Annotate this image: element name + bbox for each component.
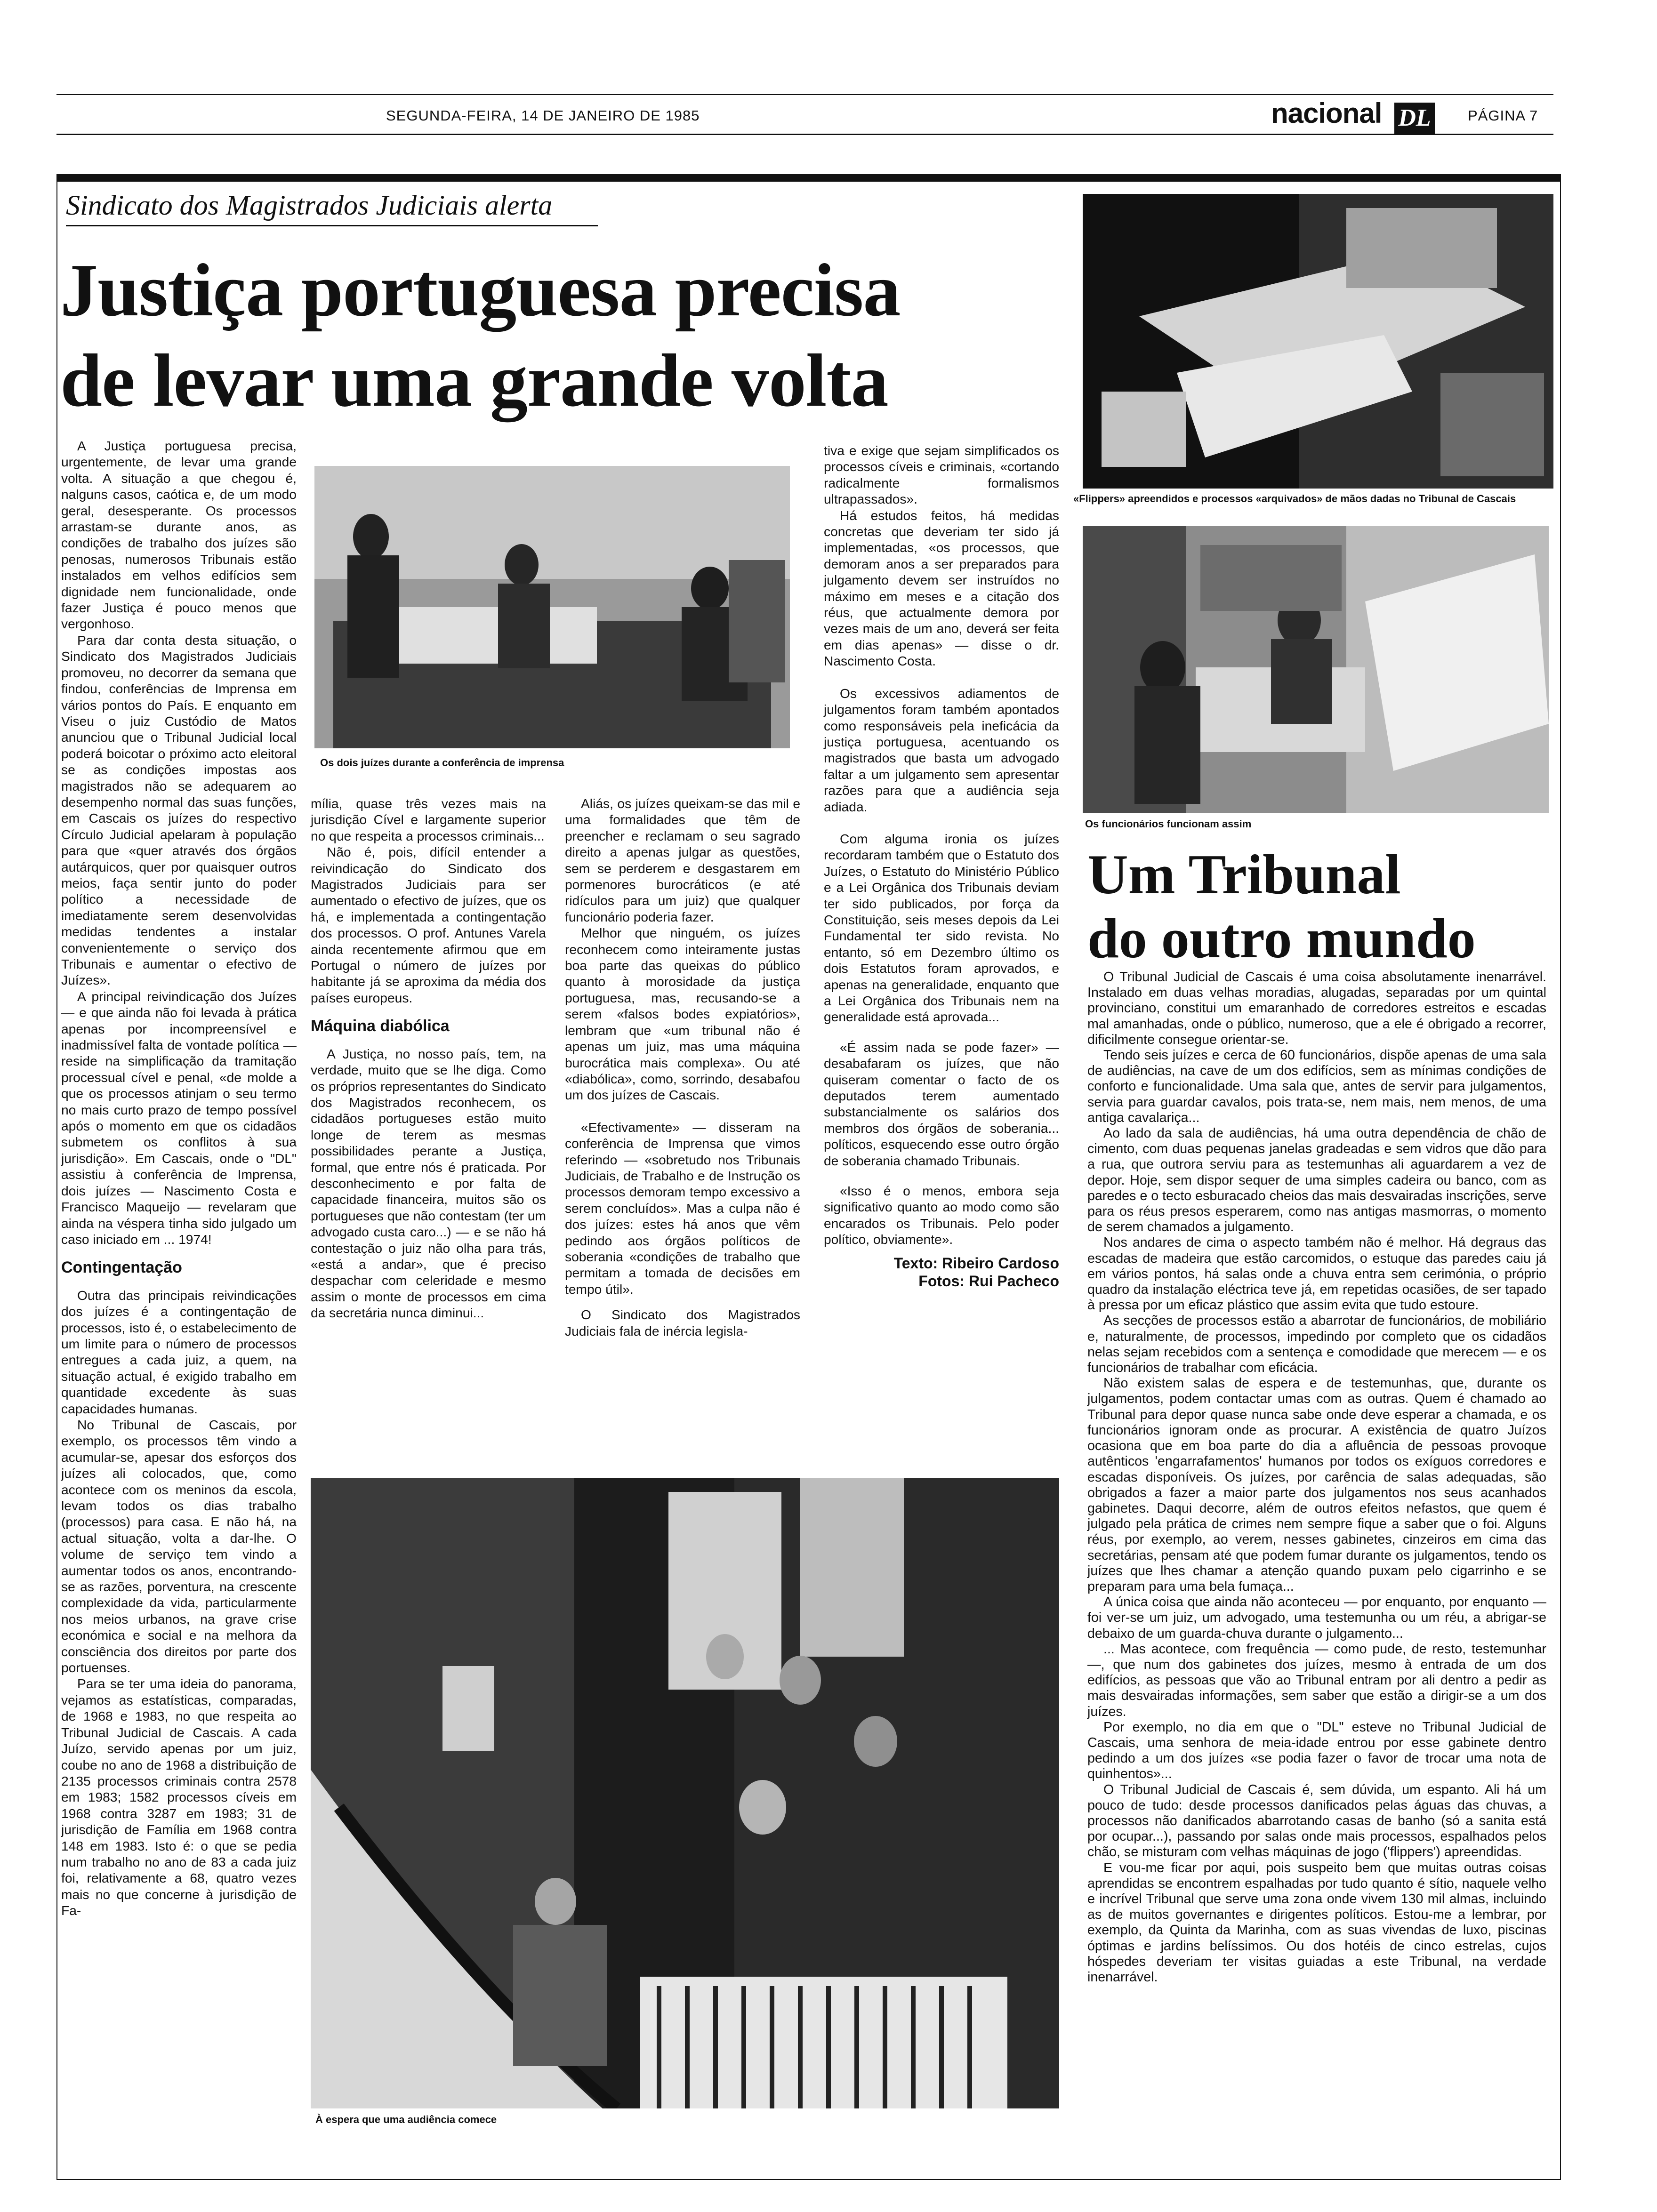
header-top-rule: [56, 94, 1553, 95]
photo-staircase-waiting: [311, 1478, 1059, 2108]
article-top-bar: [56, 175, 1561, 182]
subhead-maquina-diabolica: Máquina diabólica: [311, 1017, 450, 1035]
caption-photo-4: Os funcionários funcionam assim: [1085, 818, 1252, 830]
sidebar-headline-line-1: Um Tribunal: [1087, 843, 1401, 906]
article-kicker: Sindicato dos Magistrados Judiciais alerta: [66, 190, 553, 221]
paragraph: ... Mas acontece, com frequência — como pude, de resto, testemunhar —, que num dos gabinetes dos juízes, mesmo à entrada de um dos edifícios, as pessoas que vão ao Tribunal entram por ali dentro a pedir as mais desvairadas informações, sem saber que estão a dirigir-se a um dos juízes.: [1087, 1641, 1546, 1719]
paragraph: Para se ter uma ideia do panorama, vejamos as estatísticas, comparadas, de 1968 e 1983, no que respeita ao Tribunal Judicial de Cascais. A cada Juízo, servido apenas por um juiz, coube no ano de 1968 a distribuição de 2135 processos criminais contra 2578 em 1983; 1582 processos cíveis em 1968 contra 3287 em 1983; 31 de jurisdição de Família em 1968 contra 148 em 1983. Isto é: o que se pedia num trabalho no ano de 83 a cada juiz foi, relativamente a 68, quatro vezes mais no que concerne à jurisdição de Fa-: [61, 1676, 297, 1918]
staircase-image: [311, 1478, 1059, 2108]
article-column-1: [61, 438, 297, 2156]
paragraph: Nos andares de cima o aspecto também não é melhor. Há degraus das escadas de madeira que estão carcomidos, o estuque das paredes caiu já em vários pontos, há salas onde a chuva entra sem cerimónia, o próprio quadro da instalação eléctrica teve já, em repetidas ocasiões, de ser tapado à pressa por um eficaz plástico que assim evita que tudo estoure.: [1087, 1235, 1546, 1313]
dl-logo: DL: [1394, 103, 1435, 134]
caption-photo-1: Os dois juízes durante a conferência de imprensa: [320, 757, 564, 769]
paragraph: E vou-me ficar por aqui, pois suspeito bem que muitas outras coisas aprendidas se encontrem espalhadas por tudo quanto é sítio, naquele velho e incrível Tribunal que serve uma zona onde vivem 130 mil almas, incluindo as de muitos governantes e dirigentes políticos. Estou-me a lembrar, por exemplo, da Quinta da Marinha, com as suas vivendas de luxo, piscinas óptimas e jardins belíssimos. Ou dos hotéis de cinco estrelas, cujos hóspedes deveriam ter visitas guiadas a este Tribunal, na verdade inenarrável.: [1087, 1860, 1546, 1985]
article-headline: [60, 245, 1072, 425]
paragraph: As secções de processos estão a abarrotar de funcionários, de mobiliário e, naturalmente, de processos, impedindo por completo que os cidadãos nelas sejam recebidos com a sentença e comodidade que merecem — e os funcionários de trabalhar com eficácia.: [1087, 1313, 1546, 1376]
subhead-contingentacao: Contingentação: [61, 1258, 182, 1277]
caption-photo-2: À espera que uma audiência comece: [315, 2114, 497, 2125]
paragraph: No Tribunal de Cascais, por exemplo, os processos têm vindo a acumular-se, apesar dos esforços dos juízes ali colocados, que, como acontece com os meninos da escola, levam todos os dias trabalho (processos) para casa. E não há, na actual situação, volta a dar-lhe. O volume de serviço tem vindo a aumentar todos os anos, encontrando-se as razões, porventura, na crescente complexidade da vida, particularmente nos meios urbanos, na grave crise económica e social e na melhora da consciência dos direitos por parte dos portuenses.: [61, 1417, 297, 1675]
page-number: PÁGINA 7: [1468, 107, 1538, 124]
paragraph: Não existem salas de espera e de testemunhas, que, durante os julgamentos, podem contactar umas com as outras. Quem é chamado ao Tribunal para depor quase nunca sabe onde deve esperar a chamada, e os funcionários ignoram onde as procurar. A existência de quatro Juízos ocasiona que em boa parte do dia a afluência de pessoas provoque autênticos 'engarrafamentos' humanos por todos os exíguos corredores e escadas disponíveis. Os juízes, por carência de salas adequadas, são obrigados a fazer a maior parte dos julgamentos nos seus acanhados gabinetes. Daqui decorre, além de outros efeitos nefastos, que quem é julgado pela prática de crimes nem sempre fique a saber que o foi. Alguns réus, por exemplo, ao verem, nesses gabinetes, cinzeiros em cima das secretárias, pensam até que podem fumar durante os julgamentos, tendo os juízes que lhes chamar a atenção quando puxam pelo cigarrinho e se preparam para uma bela fumaça...: [1087, 1376, 1546, 1594]
article-column-2: [311, 795, 546, 1454]
photo-flippers-processos: [1083, 194, 1553, 489]
paragraph: Não é, pois, difícil entender a reivindicação do Sindicato dos Magistrados Judiciais para ser aumentado o efectivo de juízes, que os há, e implementada a contingentação dos processos. O prof. Antunes Varela ainda recentemente afirmou que em Portugal o número de juízes por habitante já se aproxima da média dos países europeus.: [311, 844, 546, 1005]
paragraph: O Tribunal Judicial de Cascais é uma coisa absolutamente inenarrável. Instalado em duas velhas moradias, alugadas, separadas por um quintal provinciano, constitui um emaranhado de corredores estreitos e escadas mal amanhadas, onde o público, numeroso, que a ele é obrigado a recorrer, dificilmente consegue orientar-se.: [1087, 970, 1546, 1047]
paragraph: Com alguma ironia os juízes recordaram também que o Estatuto dos Juízes, o Estatuto do Ministério Público e a Lei Orgânica dos Tribunais deviam ter sido publicados, por força da Constituição, seis meses depois da Lei Fundamental ter sido revista. No entanto, só em Dezembro último os dois Estatutos foram aprovados, e apenas na generalidade, enquanto que a Lei Orgânica dos Tribunais nem na generalidade está aprovada...: [824, 831, 1059, 1025]
sidebar-body: [1087, 970, 1546, 2165]
sidebar-headline-line-2: do outro mundo: [1087, 907, 1476, 970]
article-column-3: [565, 795, 800, 1454]
section-name: nacional: [1271, 97, 1382, 129]
photo-funcionarios: [1083, 526, 1549, 813]
funcionarios-image: [1083, 526, 1549, 813]
flippers-image: [1083, 194, 1553, 489]
headline-line-2: de levar uma grande volta: [60, 338, 888, 422]
paragraph: «Isso é o menos, embora seja significativo quanto ao modo como são encarados os Tribunais. Pelo poder político, obviamente».: [824, 1183, 1059, 1247]
paragraph: Ao lado da sala de audiências, há uma outra dependência de chão de cimento, com duas pequenas janelas gradeadas e sem vidros que dão para a rua, que outrora serviu para as testemunhas ali aguardarem a vez de depor. Hoje, sem dispor sequer de uma simples cadeira ou banco, com as paredes e o tecto esburacado cheios das mais desvairadas inscrições, serve para os réus presos esperarem, como nas antigas masmorras, o momento de serem chamados a julgamento.: [1087, 1126, 1546, 1235]
paragraph: Por exemplo, no dia em que o "DL" esteve no Tribunal Judicial de Cascais, uma senhora de meia-idade entrou por esse gabinete dentro pedindo a um dos juízes «se podia fazer o favor de trocar uma nota de quinhentos»...: [1087, 1719, 1546, 1782]
credit-text: Texto: Ribeiro Cardoso: [893, 1254, 1059, 1272]
press-conference-image: [314, 466, 790, 748]
kicker-underline: [66, 225, 598, 226]
paragraph: A principal reivindicação dos Juízes — e que ainda não foi levada à prática apenas por incompreensível e inadmissível falta de vontade política — reside na simplificação da tramitação processual cível e penal, «de molde a que os processos atinjam o seu termo no mais curto prazo de tempo possível após o momento em que os cidadãos submetem os conflitos à sua jurisdição». Em Cascais, onde o "DL" assistiu à conferência de Imprensa, dois juízes — Nascimento Costa e Francisco Maqueijo — revelaram que ainda na véspera tinha sido julgado um caso iniciado em ... 1974!: [61, 988, 297, 1247]
paragraph: O Tribunal Judicial de Cascais é, sem dúvida, um espanto. Ali há um pouco de tudo: desde processos danificados pelas águas das chuvas, a processos não danificados abarrotando casas de banho (só a sanita está por ocupar...), passando por salas onde mais processos, espalhados pelos chão, se misturam com velhas máquinas de jogo ('flippers') apreendidas.: [1087, 1782, 1546, 1860]
sidebar-headline: [1087, 842, 1539, 970]
paragraph: Os excessivos adiamentos de julgamentos foram também apontados como responsáveis pela ineficácia da justiça portuguesa, acentuando os magistrados que basta um advogado faltar a um julgamento sem apresentar razões para que a audiência seja adiada.: [824, 685, 1059, 814]
paragraph: A Justiça portuguesa precisa, urgentemente, de levar uma grande volta. A situação a que chegou é, nalguns casos, caótica e, de um modo geral, desesperante. Os processos arrastam-se durante anos, as condições de trabalho dos juízes são penosas, numerosos Tribunais estão instalados em velhos edifícios sem dignidade nem funcionalidade, onde fazer Justiça é pouco menos que vergonhoso.: [61, 438, 297, 632]
paragraph: Há estudos feitos, há medidas concretas que deveriam ter sido já implementadas, «os processos, que demoram anos a ser preparados para julgamento devem ser instruídos no máximo em meses e a citação dos réus, que actualmente demora por vezes mais de um ano, deverá ser feita em dias apenas» — disse o dr. Nascimento Costa.: [824, 507, 1059, 669]
header-bottom-rule: [56, 134, 1553, 135]
caption-photo-3: «Flippers» apreendidos e processos «arquivados» de mãos dadas no Tribunal de Cascais: [1073, 493, 1516, 505]
photo-press-conference: [314, 466, 790, 748]
paragraph: tiva e exige que sejam simplificados os processos cíveis e criminais, «cortando radicalmente formalismos ultrapassados».: [824, 443, 1059, 507]
paragraph: Para dar conta desta situação, o Sindicato dos Magistrados Judiciais promoveu, no decorrer da semana que findou, conferências de Imprensa em vários pontos do País. E enquanto em Viseu o juiz Custódio de Matos anunciou que o Tribunal Judicial local poderá boicotar o próximo acto eleitoral se as condições impostas aos magistrados não se adequarem ao desempenho normal das suas funções, em Cascais os juízes do respectivo Círculo Judicial apelaram à população para que «quer através dos órgãos autárquicos, quer por quaisquer outros meios, faça sentir junto do poder político a necessidade de imediatamente serem desenvolvidas medidas tendentes a instalar convenientemente o serviço dos Tribunais e aumentar o efectivo de Juízes».: [61, 632, 297, 988]
paragraph: O Sindicato dos Magistrados Judiciais fala de inércia legisla-: [565, 1307, 800, 1338]
paragraph: A Justiça, no nosso país, tem, na verdade, muito que se lhe diga. Como os próprios representantes do Sindicato dos Magistrados reconhecem, os cidadãos portugueses estão muito longe de terem as mesmas possibilidades perante a Justiça, formal, que entre nós é praticada. Por desconhecimento e por falta de capacidade financeira, muitos são os portugueses que não contestam (ter um advogado custa caro...) — e se não há contestação o juiz não olha para trás, «está a andar», que é preciso despachar com celeridade e mesmo assim o monte de processos em cima da secretária nunca diminui...: [311, 1046, 546, 1321]
paragraph: mília, quase três vezes mais na jurisdição Cível e largamente superior no que respeita a processos criminais...: [311, 796, 546, 843]
paragraph: A única coisa que ainda não aconteceu — por enquanto, por enquanto — foi ver-se um juiz, um advogado, uma testemunha ou um réu, a abrigar-se debaixo de um guarda-chuva durante o julgamento...: [1087, 1595, 1546, 1641]
article-column-4: [824, 442, 1059, 1454]
paragraph: Tendo seis juízes e cerca de 60 funcionários, dispõe apenas de uma sala de audiências, na cave de um dos edifícios, sem as mínimas condições de conforto e funcionalidade. Uma sala que, antes de servir para julgamentos, servia para guardar cavalos, pois trata-se, nem mais, nem menos, de uma antiga cavalariça...: [1087, 1048, 1546, 1125]
paragraph: «É assim nada se pode fazer» — desabafaram os juízes, que não quiseram comentar o facto de os deputados terem aumentado substancialmente os salários dos membros dos órgãos de soberania... políticos, esquecendo esse outro órgão de soberania chamado Tribunais.: [824, 1039, 1059, 1168]
page-date: SEGUNDA-FEIRA, 14 DE JANEIRO DE 1985: [386, 107, 700, 124]
paragraph: Melhor que ninguém, os juízes reconhecem como inteiramente justas boa parte das queixas do público quanto à morosidade da justiça portuguesa, mas, recusando-se a serem «falsos bodes expiatórios», lembram que «um tribunal não é apenas um juiz, mas uma máquina burocrática mais complexa». Ou até «diabólica», como, sorrindo, desabafou um dos juízes de Cascais.: [565, 925, 800, 1103]
paragraph: Outra das principais reivindicações dos juízes é a contingentação de processos, isto é, o estabelecimento de um limite para o número de processos entregues a cada juiz, a quem, na situação actual, é exigido trabalho em quantidade excedente às suas capacidades humanas.: [61, 1287, 297, 1416]
headline-line-1: Justiça portuguesa precisa: [60, 248, 901, 332]
paragraph: «Efectivamente» — disseram na conferência de Imprensa que vimos referindo — «sobretudo nos Tribunais Judiciais, de Trabalho e de Instrução os processos demoram tempo excessivo a serem concluídos». Mas a culpa não é dos juízes: estes há anos que vêm pedindo aos órgãos políticos de soberania «condições de trabalho que permitam a tomada de decisões em tempo útil».: [565, 1119, 800, 1297]
credit-photos: Fotos: Rui Pacheco: [918, 1272, 1059, 1290]
paragraph: Aliás, os juízes queixam-se das mil e uma formalidades que têm de preencher e reclamam o seu sagrado direito a apenas julgar as questões, sem se perderem e desgastarem em pormenores burocráticos (e até ridículos para um juiz) que qualquer funcionário poderia fazer.: [565, 796, 800, 924]
